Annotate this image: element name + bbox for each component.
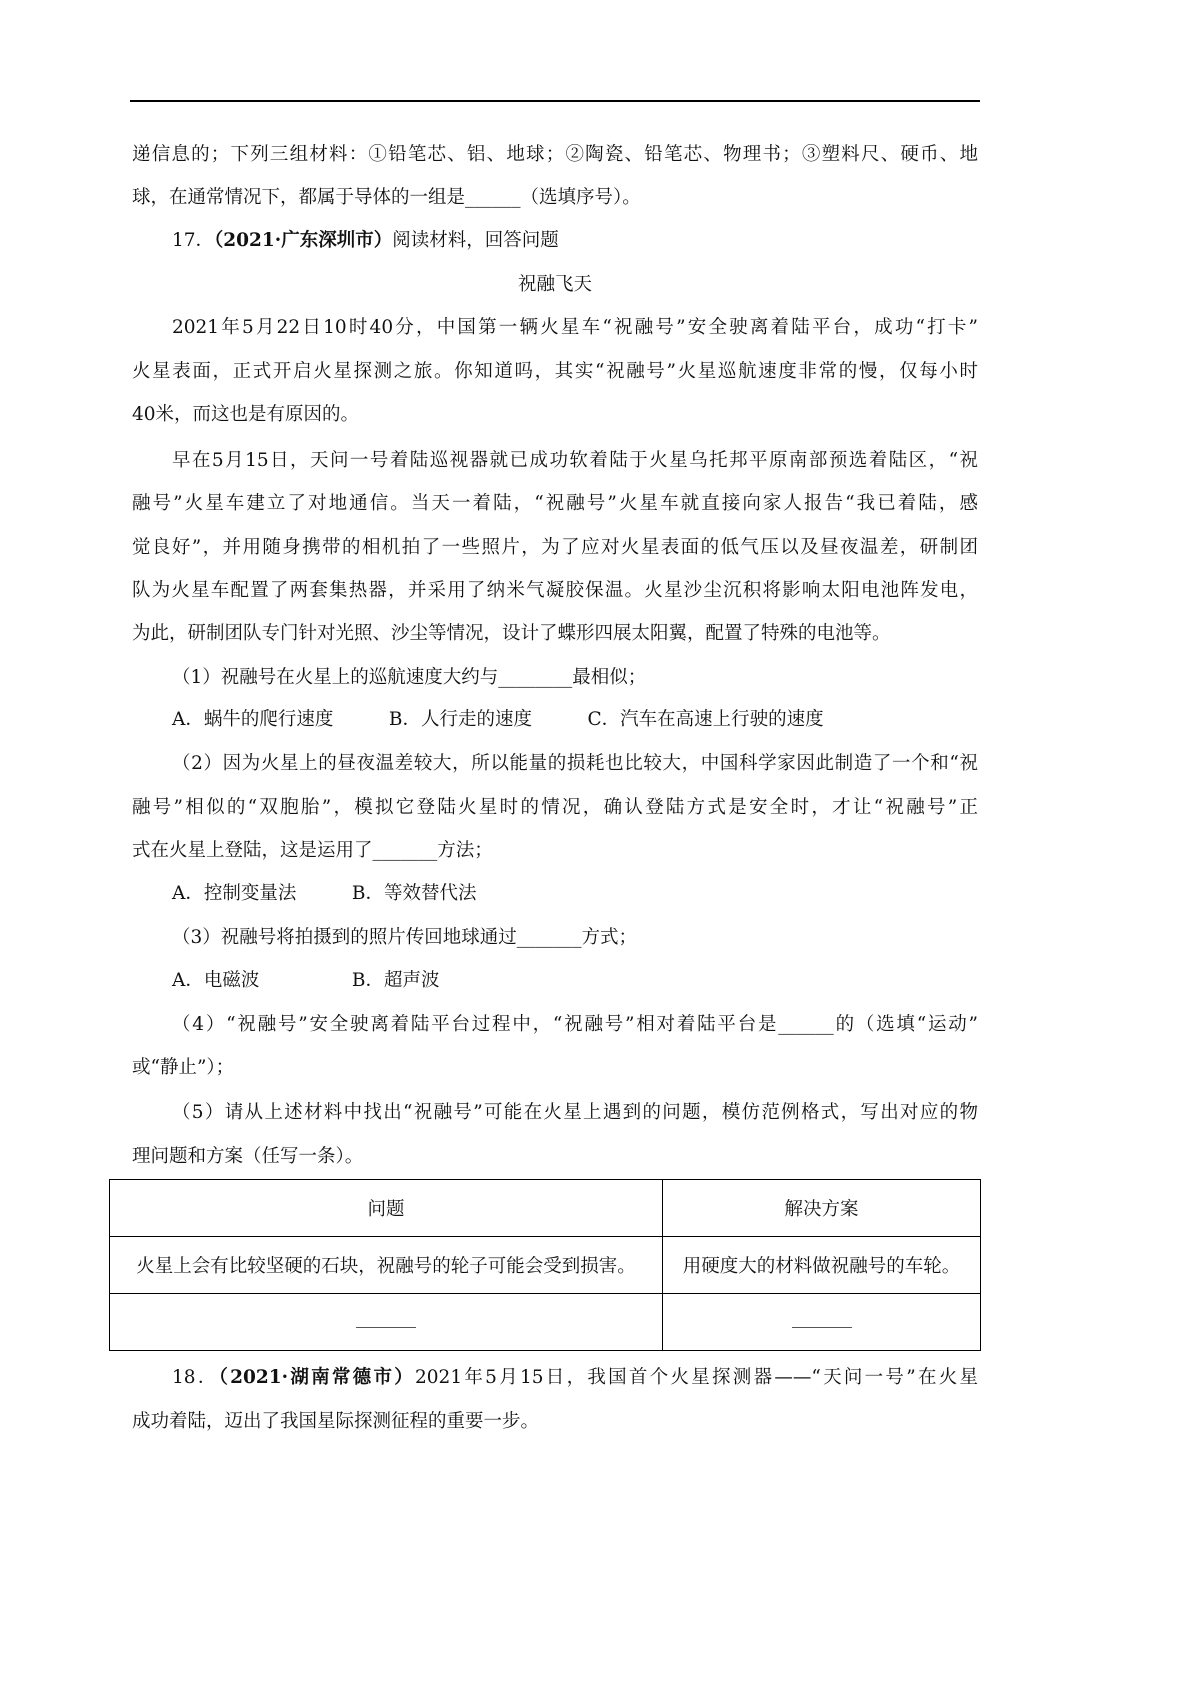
text-line: 式在火星上登陆，这是运用了_______方法；: [132, 840, 493, 861]
text-line: 40米，而这也是有原因的。: [132, 404, 360, 425]
sub-question-1: （1）祝融号在火星上的巡航速度大约与________最相似；: [172, 667, 647, 688]
text-line: 或“静止”）；: [132, 1057, 235, 1078]
answer-table: [109, 1179, 981, 1351]
text-line: 早在5月15日，天问一号着陆巡视器就已成功软着陆于火星乌托邦平原南部预选着陆区，“祝: [172, 450, 978, 471]
text-line: 成功着陆，迈出了我国星际探测征程的重要一步。: [132, 1411, 540, 1432]
text-line: 递信息的；下列三组材料：①铅笔芯、铝、地球；②陶瓷、铅笔芯、物理书；③塑料尺、硬币、地: [132, 144, 978, 165]
question-source: （2021·广东深圳市）: [214, 230, 393, 251]
text-line: 融号”相似的“双胞胎”，模拟它登陆火星时的情况，确认登陆方式是安全时，才让“祝融号”正: [132, 797, 978, 818]
answer-problem-blank[interactable]: [110, 1294, 663, 1351]
blank-line: [792, 1313, 852, 1328]
text-line: 为此，研制团队专门针对光照、沙尘等情况，设计了蝶形四展太阳翼，配置了特殊的电池等。: [132, 623, 891, 644]
text-line: 理问题和方案（任写一条）。: [132, 1146, 364, 1167]
question-text: 2021年5月15日，我国首个火星探测器——“天问一号”在火星: [415, 1367, 978, 1388]
question-source: （2021·湖南常德市）: [218, 1367, 416, 1388]
options-3: A．电磁波 B．超声波: [172, 970, 440, 991]
header-solution: 解决方案: [663, 1180, 981, 1237]
sub-question-2: （2）因为火星上的昼夜温差较大，所以能量的损耗也比较大，中国科学家因此制造了一个和“祝: [172, 753, 978, 774]
sub-question-4: （4）“祝融号”安全驶离着陆平台过程中，“祝融号”相对着陆平台是______的（选填“运动”: [172, 1014, 978, 1035]
text-line: 队为火星车配置了两套集热器，并采用了纳米气凝胶保温。火星沙尘沉积将影响太阳电池阵发电，: [132, 580, 978, 601]
table-row: [110, 1294, 981, 1351]
question-number: 18．: [172, 1367, 219, 1388]
text-line: 融号”火星车建立了对地通信。当天一着陆，“祝融号”火星车就直接向家人报告“我已着陆，感: [132, 493, 978, 514]
example-solution: 用硬度大的材料做祝融号的车轮。: [663, 1237, 981, 1294]
options-1: A．蜗牛的爬行速度 B．人行走的速度 C．汽车在高速上行驶的速度: [172, 709, 824, 730]
text-line: 2021年5月22日10时40分，中国第一辆火星车“祝融号”安全驶离着陆平台，成功“打卡”: [172, 317, 978, 338]
options-2: A．控制变量法 B．等效替代法: [172, 883, 477, 904]
question-17-heading: [172, 229, 978, 253]
header-problem: 问题: [110, 1180, 663, 1237]
text-line: 觉良好”，并用随身携带的相机拍了一些照片，为了应对火星表面的低气压以及昼夜温差，研制团: [132, 537, 978, 558]
sub-question-5: （5）请从上述材料中找出“祝融号”可能在火星上遇到的问题，模仿范例格式，写出对应的物: [172, 1102, 978, 1123]
header-rule: [130, 100, 980, 102]
table-header-row: [110, 1180, 981, 1237]
question-prompt: 阅读材料，回答问题: [392, 230, 559, 251]
answer-solution-blank[interactable]: [663, 1294, 981, 1351]
sub-question-3: （3）祝融号将拍摄到的照片传回地球通过_______方式；: [172, 927, 638, 948]
text-line: 球，在通常情况下，都属于导体的一组是______（选填序号）。: [132, 187, 641, 208]
table-row: [110, 1237, 981, 1294]
question-18-heading: [172, 1366, 978, 1390]
passage-title: 祝融飞天: [517, 274, 592, 295]
blank-line: [356, 1313, 416, 1328]
example-problem: 火星上会有比较坚硬的石块，祝融号的轮子可能会受到损害。: [110, 1237, 663, 1294]
text-line: 火星表面，正式开启火星探测之旅。你知道吗，其实“祝融号”火星巡航速度非常的慢，仅每小时: [132, 361, 978, 382]
question-number: 17．: [172, 230, 215, 251]
